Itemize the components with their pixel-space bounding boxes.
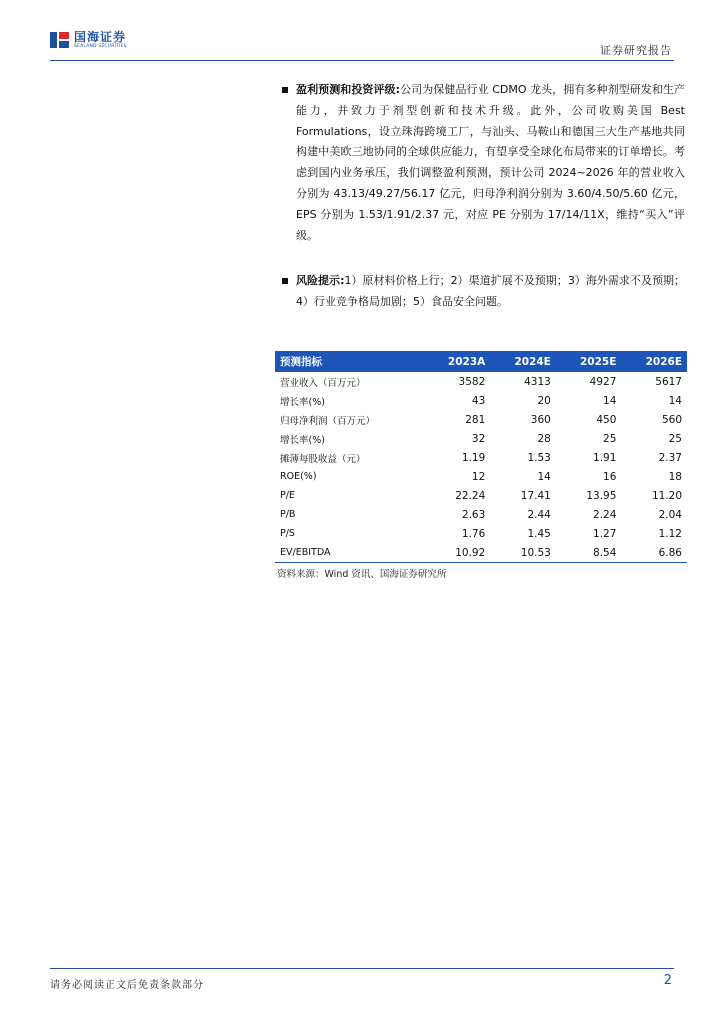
bullet-lead: 盈利预测和投资评级: [296, 83, 401, 96]
table-cell: 1.91 [593, 451, 617, 464]
table-cell: 1.12 [658, 527, 682, 540]
table-header-row [275, 351, 687, 372]
table-cell: 8.54 [556, 543, 622, 563]
table-source-note: 资料来源：Wind 资讯、国海证券研究所 [277, 569, 447, 580]
table-cell: 12 [471, 470, 486, 483]
table-cell: 1.27 [593, 527, 617, 540]
table-cell: 1.19 [461, 451, 486, 464]
bullet-lead: 风险提示: [296, 274, 345, 287]
table-cell: P/B [280, 509, 296, 520]
table-cell: ROE(%) [280, 471, 317, 482]
table-cell: P/E [280, 490, 295, 501]
table-cell: 360 [530, 413, 551, 426]
table-cell: 18 [668, 470, 682, 483]
forecast-table [275, 351, 687, 563]
table-cell: 14 [537, 470, 551, 483]
table-cell: 43 [471, 394, 486, 407]
bullet-text: 1）原材料价格上行；2）渠道扩展不及预期；3）海外需求不及预期；4）行业竞争格局加剧；5）食品安全问题。 [296, 274, 685, 308]
table-row [275, 372, 687, 391]
table-header-cell: 预测指标 [275, 351, 423, 372]
table-cell: 6.86 [621, 543, 687, 563]
bullet-earnings-forecast [272, 80, 685, 246]
table-cell: EV/EBITDA [275, 543, 423, 563]
table-cell: 16 [603, 470, 617, 483]
table-cell: 25 [668, 432, 682, 445]
table-cell: 17.41 [520, 489, 551, 502]
table-cell: 增长率(%) [280, 434, 325, 446]
table-cell: 摊薄每股收益（元） [280, 453, 366, 465]
table-header-cell: 2023A [423, 351, 490, 372]
table-cell: 25 [603, 432, 617, 445]
header-divider [50, 60, 674, 61]
table-cell: 281 [465, 413, 486, 426]
logo-icon [50, 30, 70, 50]
table-cell: 13.95 [586, 489, 617, 502]
table-cell: 10.53 [490, 543, 556, 563]
table-row [275, 391, 687, 410]
footer-disclaimer: 请务必阅读正文后免责条款部分 [50, 980, 204, 991]
table-cell: 22.24 [455, 489, 486, 502]
table-cell: 2.37 [658, 451, 682, 464]
table-row [275, 505, 687, 524]
table-row [275, 410, 687, 429]
logo-name-en: SEALAND SECURITIES [74, 43, 127, 49]
table-cell: 1.76 [461, 527, 486, 540]
table-cell: 14 [668, 394, 682, 407]
company-logo [50, 30, 127, 50]
table-cell: 1.45 [527, 527, 551, 540]
table-cell: 11.20 [651, 489, 682, 502]
bullet-risk-warning [272, 271, 685, 313]
table-cell: 2.24 [593, 508, 617, 521]
table-header-cell: 2026E [621, 351, 687, 372]
table-row [275, 429, 687, 448]
table-cell: 32 [471, 432, 486, 445]
bullet-square-icon [282, 278, 288, 284]
table-cell: 28 [537, 432, 551, 445]
table-cell: 14 [603, 394, 617, 407]
bullet-text: 公司为保健品行业 CDMO 龙头，拥有多种剂型研发和生产能力，并致力于剂型创新和技术升级。此外，公司收购美国 Best Formulations，设立珠海跨境工厂，与汕头、马鞍山和德国三大生产基地共同构建中美欧三地协同的全球供应能力，有望享受全球化布局带来的订单增长。考虑到国内业务承压，我们调整盈利预测，预计公司 2024~2026 年的营业收入分别为 43.13/49.27/56.17 亿元，归母净利润分别为 3.60/4.50/5.60 亿元，EPS 分别为 1.53/1.91/2.37 元，对应 PE 分别为 17/14/11X，维持“买入”评级。 [296, 83, 685, 242]
table-row [275, 486, 687, 505]
logo-name-cn: 国海证券 [74, 29, 127, 44]
table-cell: 2.44 [527, 508, 551, 521]
table-cell: 4927 [589, 375, 617, 388]
table-header-cell: 2025E [556, 351, 622, 372]
table-row [275, 448, 687, 467]
bullet-square-icon [282, 87, 288, 93]
table-cell: 3582 [458, 375, 486, 388]
table-row [275, 467, 687, 486]
table-header-cell: 2024E [490, 351, 556, 372]
table-cell: 2.63 [461, 508, 486, 521]
table-cell: 4313 [524, 375, 551, 388]
table-cell: 5617 [655, 375, 682, 388]
table-cell: 营业收入（百万元） [280, 377, 366, 389]
table-cell: 560 [661, 413, 682, 426]
report-type: 证券研究报告 [600, 44, 672, 57]
page-number: 2 [663, 973, 672, 988]
table-cell: 1.53 [527, 451, 551, 464]
table-cell: P/S [280, 528, 295, 539]
footer-divider [50, 968, 674, 969]
table-row [275, 524, 687, 543]
table-cell: 增长率(%) [280, 396, 325, 408]
table-cell: 10.92 [423, 543, 490, 563]
table-row [275, 543, 687, 563]
table-cell: 2.04 [658, 508, 682, 521]
table-cell: 20 [537, 394, 551, 407]
table-cell: 归母净利润（百万元） [280, 415, 376, 427]
table-cell: 450 [596, 413, 617, 426]
